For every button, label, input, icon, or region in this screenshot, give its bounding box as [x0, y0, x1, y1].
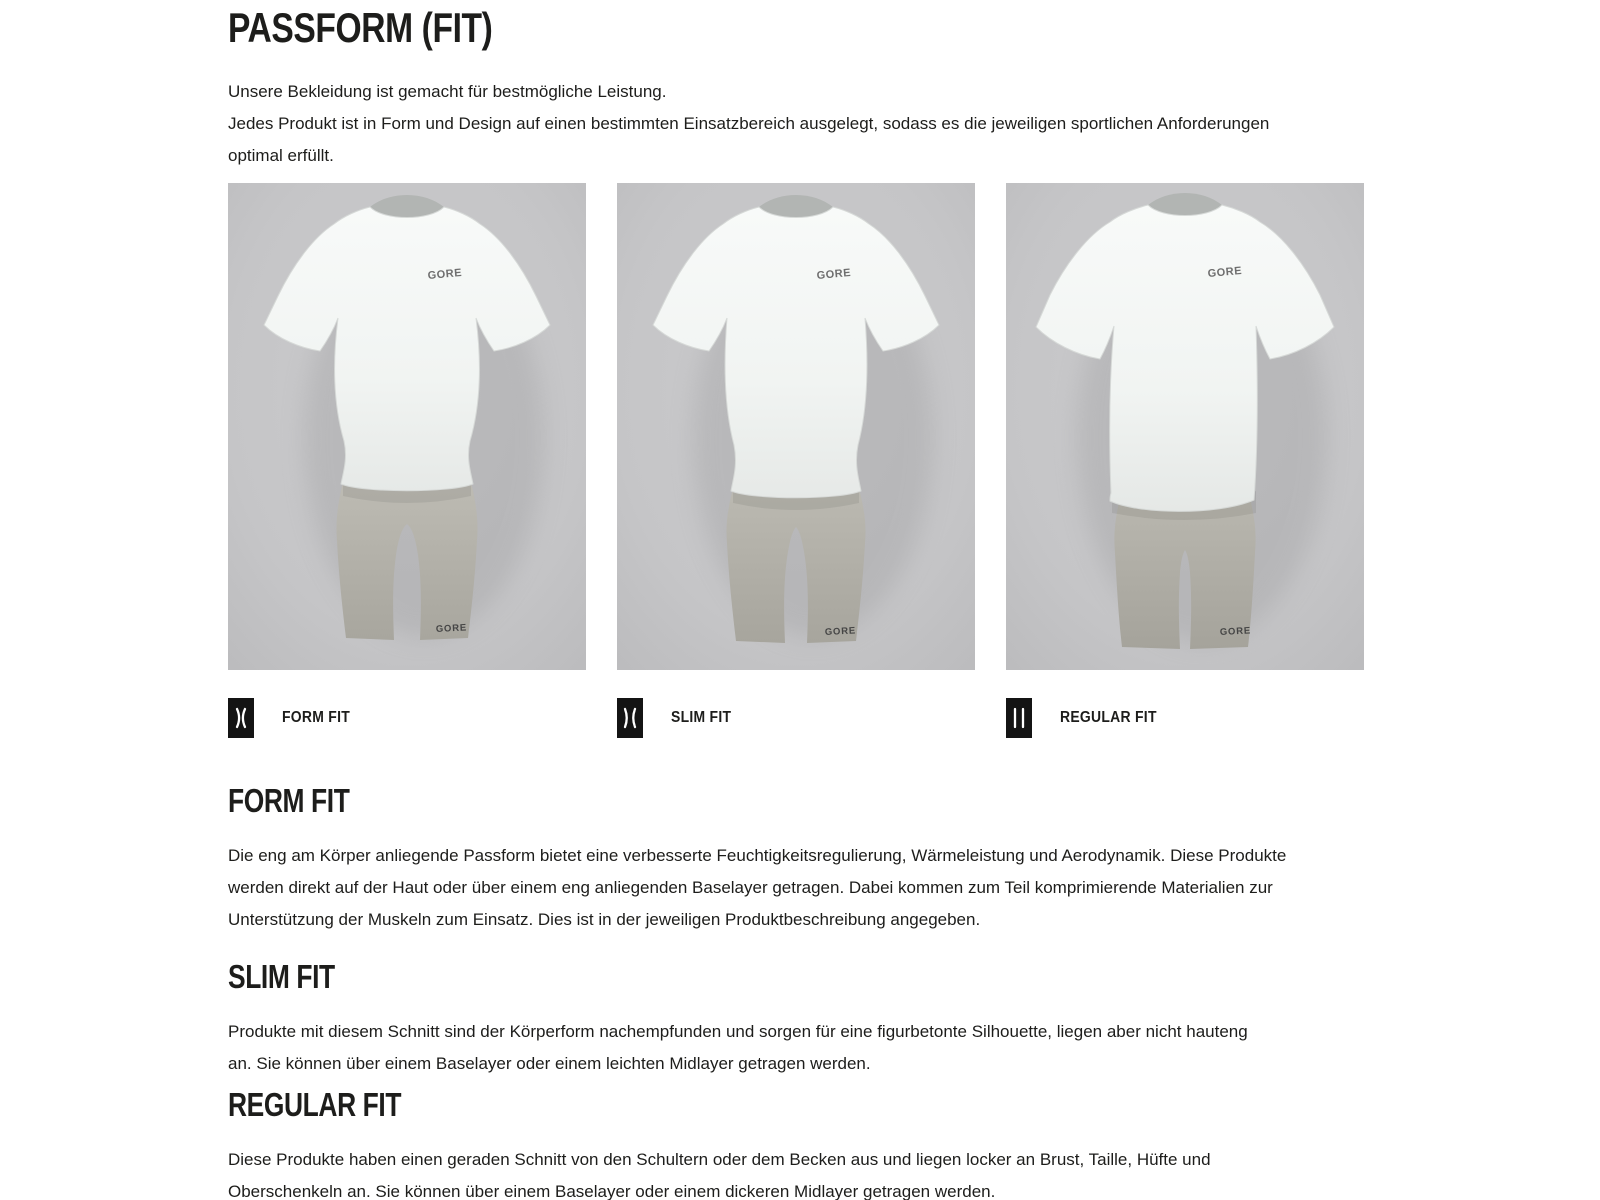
section-paragraph-line: Oberschenkeln an. Sie können über einem Baselayer oder einem dickeren Midlayer getragen werden.	[228, 1182, 996, 1200]
section-paragraph-line: werden direkt auf der Haut oder über einem eng anliegenden Baselayer getragen. Dabei kommen zum Teil komprimierende Materialien zur	[228, 878, 1273, 897]
section-heading: REGULAR FIT	[228, 1086, 402, 1123]
section-paragraph-line: Unterstützung der Muskeln zum Einsatz. Dies ist in der jeweiligen Produktbeschreibung angegeben.	[228, 910, 981, 929]
section-heading: FORM FIT	[228, 782, 350, 819]
intro-text	[228, 76, 1364, 172]
slim-fit-icon	[617, 698, 643, 738]
regular-fit-product-image	[1006, 183, 1364, 670]
section-body	[228, 1016, 1364, 1080]
intro-line: Unsere Bekleidung ist gemacht für bestmögliche Leistung.	[228, 82, 667, 101]
intro-line: Jedes Produkt ist in Form und Design auf einen bestimmten Einsatzbereich ausgelegt, sodass es die jeweiligen sportlichen Anforderungen	[228, 114, 1270, 133]
section-heading: SLIM FIT	[228, 958, 335, 995]
fit-labels-row	[228, 698, 1364, 738]
gore-logo-text: GORE	[1207, 265, 1243, 280]
section-paragraph-line: Diese Produkte haben einen geraden Schnitt von den Schultern oder dem Becken aus und liegen locker an Brust, Taille, Hüfte und	[228, 1150, 1211, 1169]
slim-fit-product-image	[617, 183, 975, 670]
tight-shirt-render	[228, 183, 586, 670]
gore-logo-text: GORE	[1219, 625, 1252, 638]
regular-fit-icon	[1006, 698, 1032, 738]
fit-label-form	[228, 698, 586, 738]
section-form-fit	[228, 784, 1364, 936]
loose-shirt-render	[1006, 183, 1364, 670]
fit-label-text: FORM FIT	[282, 709, 351, 726]
fit-images-row	[228, 183, 1364, 670]
fit-label-text: SLIM FIT	[671, 709, 732, 726]
page-title: PASSFORM (FIT)	[228, 4, 493, 51]
slim-shirt-render	[617, 183, 975, 670]
section-regular-fit	[228, 1088, 1364, 1200]
intro-line: optimal erfüllt.	[228, 146, 334, 165]
section-body	[228, 840, 1364, 936]
section-paragraph-line: Produkte mit diesem Schnitt sind der Körperform nachempfunden und sorgen für eine figurbetonte Silhouette, liegen aber nicht hauteng	[228, 1022, 1248, 1041]
gore-logo-text: GORE	[427, 267, 463, 282]
form-fit-product-image	[228, 183, 586, 670]
fit-label-slim	[617, 698, 975, 738]
gore-logo-text: GORE	[816, 267, 852, 282]
section-paragraph-line: an. Sie können über einem Baselayer oder einem leichten Midlayer getragen werden.	[228, 1054, 871, 1073]
form-fit-icon	[228, 698, 254, 738]
section-paragraph-line: Die eng am Körper anliegende Passform bietet eine verbesserte Feuchtigkeitsregulierung, Wärmeleistung und Aerodynamik. Diese Produkte	[228, 846, 1287, 865]
fit-label-regular	[1006, 698, 1364, 738]
section-body	[228, 1144, 1364, 1200]
gore-logo-text: GORE	[435, 622, 468, 635]
gore-logo-text: GORE	[824, 625, 857, 638]
passform-page	[228, 0, 1364, 1200]
fit-label-text: REGULAR FIT	[1060, 709, 1157, 726]
section-slim-fit	[228, 960, 1364, 1080]
